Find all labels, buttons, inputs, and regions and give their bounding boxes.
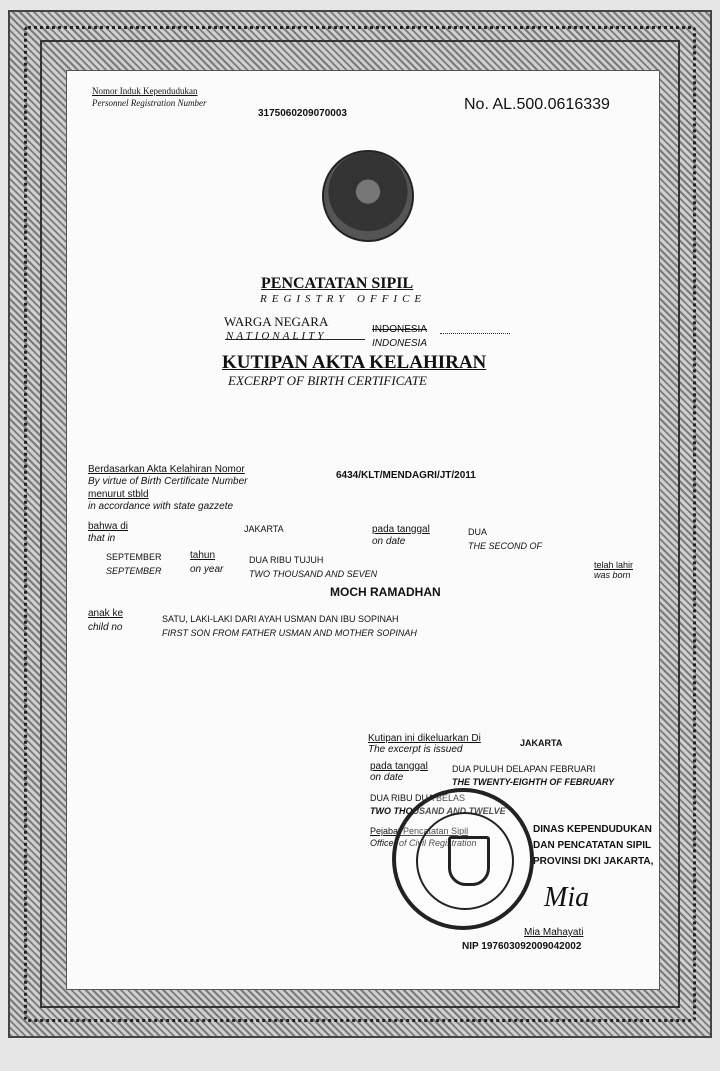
issue-date-label: pada tanggal <box>370 761 428 772</box>
nationality-label: WARGA NEGARA <box>224 314 329 329</box>
official-stamp-icon <box>392 788 534 930</box>
nationality-value-en: INDONESIA <box>372 338 428 349</box>
cert-no-label-en: By virtue of Birth Certificate Number <box>88 476 248 487</box>
certificate-number: No. AL.500.0616339 <box>464 96 610 113</box>
issue-date-value-en: THE TWENTY-EIGHTH OF FEBRUARY <box>452 777 615 787</box>
stbld-label-en: in accordance with state gazzete <box>88 501 234 512</box>
office-line-3: PROVINSI DKI JAKARTA, <box>533 856 654 867</box>
nik-value: 3175060209070003 <box>258 108 347 119</box>
official-name: Mia Mahayati <box>524 927 584 938</box>
issue-year-value: DUA RIBU DUA BELAS <box>370 793 466 803</box>
officer-label-en: Officer of Civil Registration <box>370 838 477 848</box>
child-name: MOCH RAMADHAN <box>330 585 441 599</box>
nik-label: Nomor Induk Kependudukan <box>92 86 198 96</box>
year-value: DUA RIBU TUJUH <box>249 555 324 565</box>
year-value-en: TWO THOUSAND AND SEVEN <box>249 569 378 579</box>
child-label: anak ke <box>88 608 124 619</box>
place-label-en: that in <box>88 533 116 544</box>
day-value-en: THE SECOND OF <box>468 541 543 551</box>
date-label-en: on date <box>372 536 406 547</box>
signature: Mia <box>544 882 590 913</box>
office-line-1: DINAS KEPENDUDUKAN <box>533 824 652 835</box>
nationality-label-en: NATIONALITY <box>226 330 327 342</box>
month-value-en: SEPTEMBER <box>106 566 162 576</box>
official-nip: NIP 197603092009042002 <box>462 941 582 952</box>
document-title-en: EXCERPT OF BIRTH CERTIFICATE <box>228 373 427 388</box>
issued-place: JAKARTA <box>520 738 563 748</box>
stbld-label: menurut stbld <box>88 489 149 500</box>
officer-label: Pejabat Pencatatan Sipil <box>370 826 469 836</box>
issued-label-en: The excerpt is issued <box>368 744 463 755</box>
born-label-en: was born <box>594 570 631 580</box>
issue-year-value-en: TWO THOUSAND AND TWELVE <box>370 806 506 816</box>
office-title: PENCATATAN SIPIL <box>261 275 414 292</box>
child-value-en: FIRST SON FROM FATHER USMAN AND MOTHER SOPINAH <box>162 628 417 638</box>
year-label-en: on year <box>190 564 224 575</box>
born-label: telah lahir <box>594 560 634 570</box>
cert-no-label: Berdasarkan Akta Kelahiran Nomor <box>88 464 245 475</box>
office-line-2: DAN PENCATATAN SIPIL <box>533 840 652 851</box>
nationality-dots <box>440 333 510 334</box>
child-value: SATU, LAKI-LAKI DARI AYAH USMAN DAN IBU SOPINAH <box>162 614 399 624</box>
place-value: JAKARTA <box>244 524 284 534</box>
issue-date-label-en: on date <box>370 772 404 783</box>
place-label: bahwa di <box>88 521 129 532</box>
year-label: tahun <box>190 550 216 561</box>
date-label: pada tanggal <box>372 524 430 535</box>
office-title-en: REGISTRY OFFICE <box>260 293 427 305</box>
cert-no-value: 6434/KLT/MENDAGRI/JT/2011 <box>336 470 476 481</box>
issued-label: Kutipan ini dikeluarkan Di <box>368 733 481 744</box>
nik-label-en: Personnel Registration Number <box>92 98 207 108</box>
garuda-emblem-icon <box>322 150 414 242</box>
stamp-shield-icon <box>448 836 490 886</box>
document-title: KUTIPAN AKTA KELAHIRAN <box>222 352 487 373</box>
issue-date-value: DUA PULUH DELAPAN FEBRUARI <box>452 764 596 774</box>
day-value: DUA <box>468 527 488 537</box>
month-value: SEPTEMBER <box>106 552 162 562</box>
nationality-value: INDONESIA <box>372 324 428 335</box>
child-label-en: child no <box>88 622 123 633</box>
